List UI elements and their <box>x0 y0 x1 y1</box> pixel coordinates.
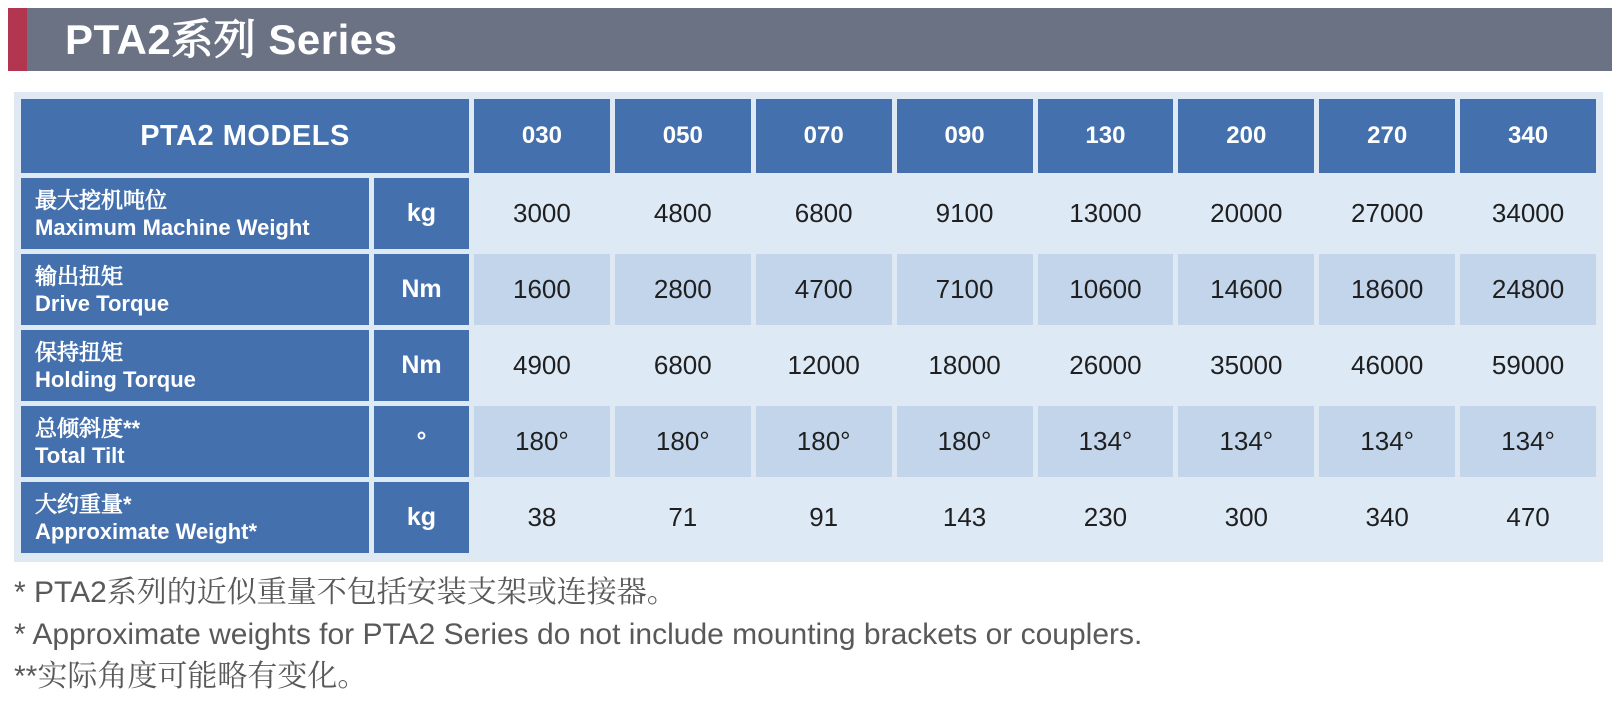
footnote-weight-en: * Approximate weights for PTA2 Series do not include mounting brackets or couplers. <box>14 618 1143 651</box>
row-label-total-tilt <box>21 406 369 477</box>
spec-table <box>14 92 1603 562</box>
value-cell: 2800 <box>615 254 751 325</box>
value-cell: 24800 <box>1460 254 1596 325</box>
value-cell: 6800 <box>756 178 892 249</box>
row-label-zh: 保持扭矩 <box>35 339 124 365</box>
value-cell: 180° <box>897 406 1033 477</box>
column-header-050: 050 <box>615 99 751 173</box>
value-cell: 27000 <box>1319 178 1455 249</box>
value-cell: 38 <box>474 482 610 553</box>
value-cell: 6800 <box>615 330 751 401</box>
row-label-en: Approximate Weight* <box>35 518 258 544</box>
column-header-030: 030 <box>474 99 610 173</box>
value-cell: 13000 <box>1038 178 1174 249</box>
value-cell: 46000 <box>1319 330 1455 401</box>
value-cell: 180° <box>474 406 610 477</box>
value-cell: 59000 <box>1460 330 1596 401</box>
row-label-en: Holding Torque <box>35 366 196 392</box>
value-cell: 71 <box>615 482 751 553</box>
value-cell: 300 <box>1178 482 1314 553</box>
value-cell: 134° <box>1319 406 1455 477</box>
value-cell: 3000 <box>474 178 610 249</box>
row-label-approximate-weight <box>21 482 369 553</box>
value-cell: 134° <box>1038 406 1174 477</box>
value-cell: 4700 <box>756 254 892 325</box>
row-label-en: Maximum Machine Weight <box>35 214 310 240</box>
value-cell: 7100 <box>897 254 1033 325</box>
value-cell: 4800 <box>615 178 751 249</box>
unit-cell: Nm <box>374 330 469 401</box>
value-cell: 10600 <box>1038 254 1174 325</box>
value-cell: 134° <box>1460 406 1596 477</box>
row-label-maximum-machine-weight <box>21 178 369 249</box>
row-label-zh: 最大挖机吨位 <box>35 187 168 213</box>
value-cell: 26000 <box>1038 330 1174 401</box>
row-label-zh: 总倾斜度** <box>35 415 141 441</box>
value-cell: 143 <box>897 482 1033 553</box>
footnote-weight-zh: * PTA2系列的近似重量不包括安装支架或连接器。 <box>14 576 677 609</box>
row-label-zh: 大约重量* <box>35 491 132 517</box>
column-header-340: 340 <box>1460 99 1596 173</box>
title-bar <box>8 8 1612 71</box>
value-cell: 12000 <box>756 330 892 401</box>
row-label-zh: 输出扭矩 <box>35 263 124 289</box>
page-title: PTA2系列 Series <box>65 15 398 63</box>
title-bar-background <box>27 8 1612 71</box>
footnotes <box>14 572 1606 698</box>
value-cell: 4900 <box>474 330 610 401</box>
value-cell: 18600 <box>1319 254 1455 325</box>
value-cell: 230 <box>1038 482 1174 553</box>
row-label-en: Total Tilt <box>35 442 125 468</box>
column-header-270: 270 <box>1319 99 1455 173</box>
table-header-models: PTA2 MODELS <box>21 99 469 173</box>
value-cell: 180° <box>615 406 751 477</box>
unit-cell: kg <box>374 482 469 553</box>
value-cell: 20000 <box>1178 178 1314 249</box>
row-label-holding-torque <box>21 330 369 401</box>
value-cell: 1600 <box>474 254 610 325</box>
unit-cell: ° <box>374 406 469 477</box>
unit-cell: kg <box>374 178 469 249</box>
column-header-200: 200 <box>1178 99 1314 173</box>
column-header-090: 090 <box>897 99 1033 173</box>
footnote-angle-zh: **实际角度可能略有变化。 <box>14 660 368 693</box>
unit-cell: Nm <box>374 254 469 325</box>
value-cell: 9100 <box>897 178 1033 249</box>
value-cell: 91 <box>756 482 892 553</box>
value-cell: 470 <box>1460 482 1596 553</box>
value-cell: 180° <box>756 406 892 477</box>
accent-bar <box>8 8 27 71</box>
value-cell: 18000 <box>897 330 1033 401</box>
value-cell: 340 <box>1319 482 1455 553</box>
value-cell: 14600 <box>1178 254 1314 325</box>
value-cell: 35000 <box>1178 330 1314 401</box>
column-header-070: 070 <box>756 99 892 173</box>
value-cell: 34000 <box>1460 178 1596 249</box>
row-label-en: Drive Torque <box>35 290 170 316</box>
column-header-130: 130 <box>1038 99 1174 173</box>
row-label-drive-torque <box>21 254 369 325</box>
value-cell: 134° <box>1178 406 1314 477</box>
